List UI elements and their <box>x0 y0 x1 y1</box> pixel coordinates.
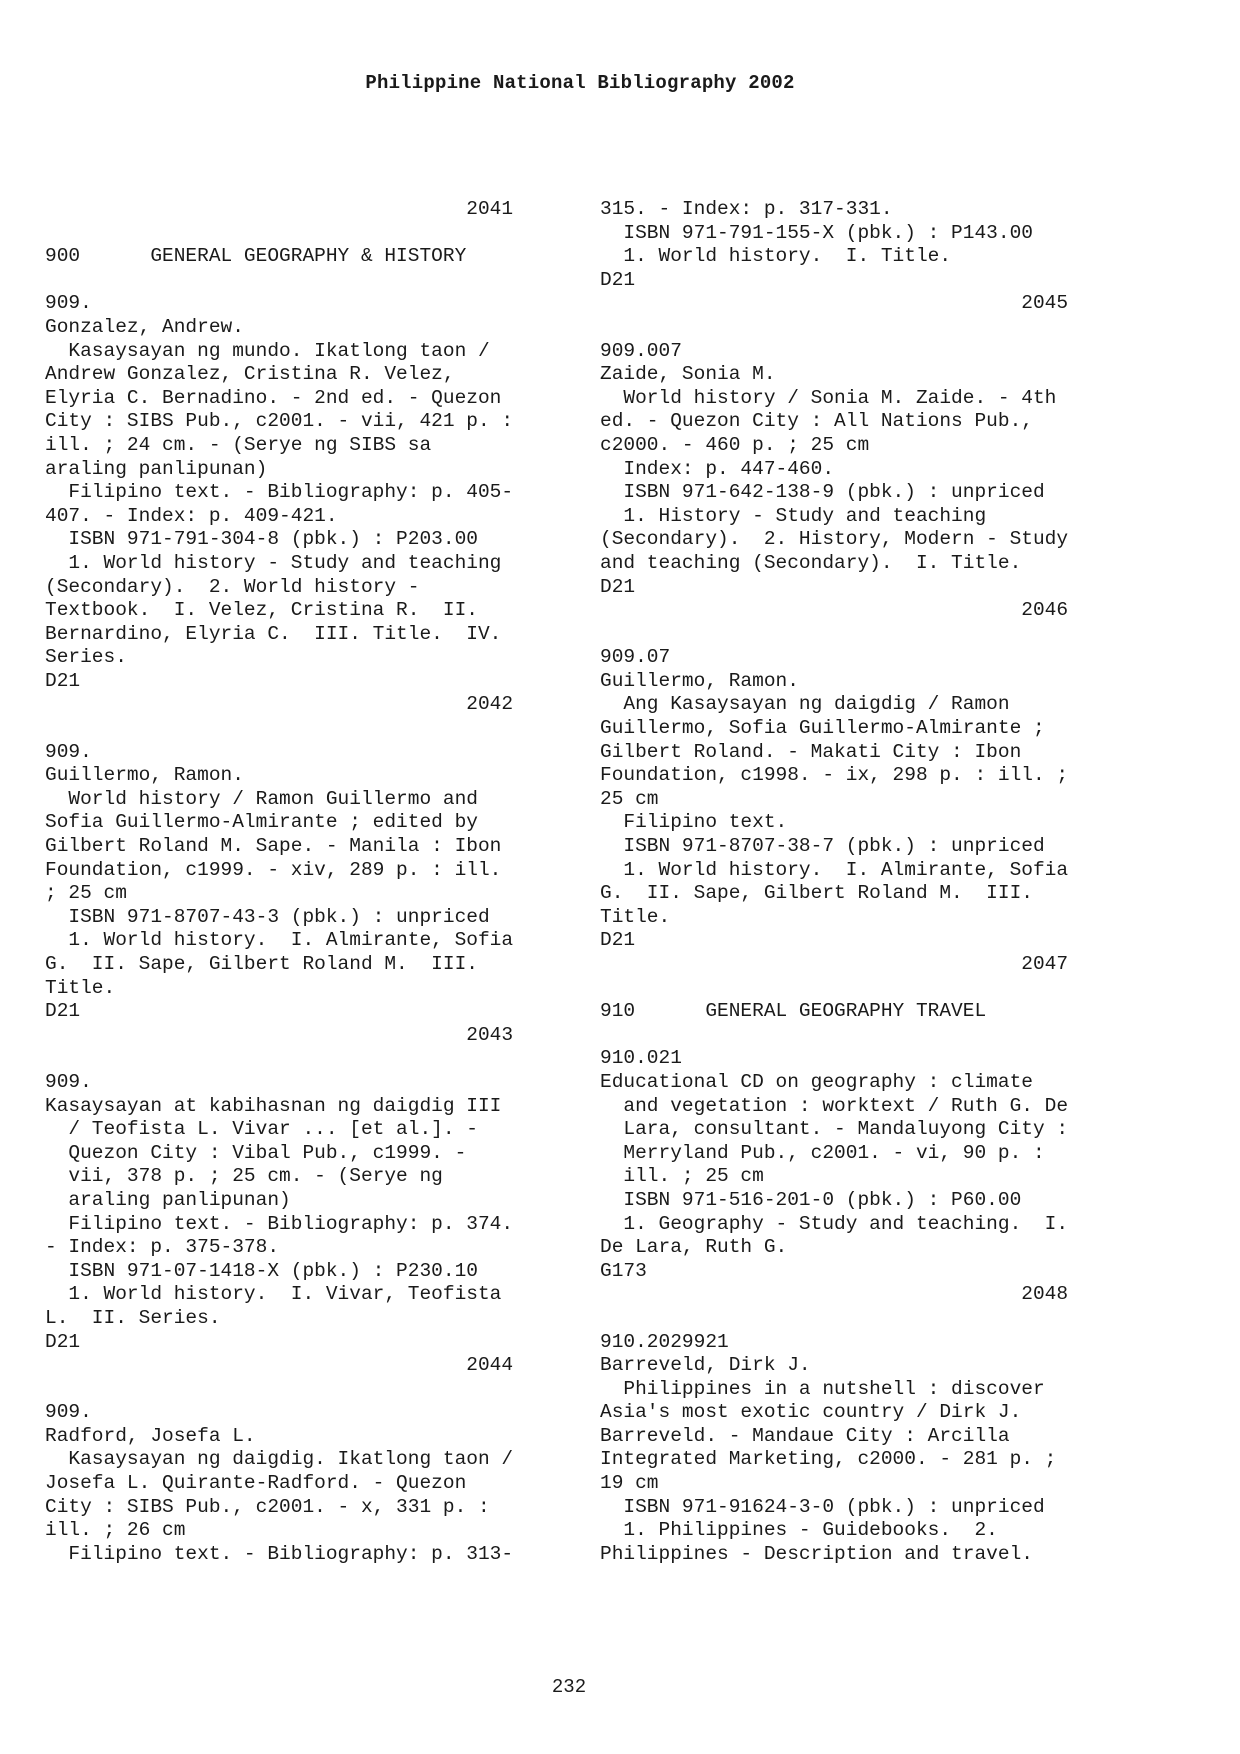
right-column-line: Filipino text. <box>600 811 788 834</box>
right-column-line: De Lara, Ruth G. <box>600 1236 788 1259</box>
right-column-line: Ang Kasaysayan ng daigdig / Ramon <box>600 693 1010 716</box>
right-column-line: D21 <box>600 268 636 291</box>
right-column-line: 1. Geography - Study and teaching. I. <box>600 1212 1069 1235</box>
right-column-line: Merryland Pub., c2001. - vi, 90 p. : <box>600 1141 1045 1164</box>
left-column-line: ; 25 cm <box>45 882 127 905</box>
right-column-line <box>600 316 1125 340</box>
left-column-line: 407. - Index: p. 409-421. <box>45 504 338 527</box>
left-column-line: - Index: p. 375-378. <box>45 1236 280 1259</box>
page-title: Philippine National Bibliography 2002 <box>365 72 795 94</box>
left-column-line: 2043 <box>45 1023 514 1046</box>
right-column-line: Foundation, c1998. - ix, 298 p. : ill. ; <box>600 764 1069 787</box>
left-column-line: 2044 <box>45 1354 514 1377</box>
right-column-line: Asia's most exotic country / Dirk J. <box>600 1401 1022 1424</box>
left-column-line: Kasaysayan at kabihasnan ng daigdig III <box>45 1094 502 1117</box>
right-column-line: ISBN 971-791-155-X (pbk.) : P143.00 <box>600 221 1033 244</box>
right-column-line: 1. World history. I. Title. <box>600 245 952 268</box>
right-column-line: 909.07 <box>600 646 671 669</box>
left-column-line: 909. <box>45 292 92 315</box>
left-column-line: 909. <box>45 1401 92 1424</box>
left-column-line: D21 <box>45 669 81 692</box>
left-column-line: ill. ; 26 cm <box>45 1519 186 1542</box>
right-column-line: G173 <box>600 1259 647 1282</box>
right-column-line: 25 cm <box>600 787 659 810</box>
right-column-line: ISBN 971-91624-3-0 (pbk.) : unpriced <box>600 1495 1045 1518</box>
right-column-line: Lara, consultant. - Mandaluyong City : <box>600 1118 1069 1141</box>
left-column-line: Series. <box>45 646 127 669</box>
right-column-line <box>600 1307 1125 1331</box>
left-column-line: ISBN 971-791-304-8 (pbk.) : P203.00 <box>45 528 478 551</box>
left-column-line: Gilbert Roland M. Sape. - Manila : Ibon <box>45 835 502 858</box>
left-column-line: araling panlipunan) <box>45 457 268 480</box>
right-column-line: 2046 <box>600 599 1069 622</box>
left-column-line: D21 <box>45 1330 81 1353</box>
right-column-line: Educational CD on geography : climate <box>600 1070 1033 1093</box>
left-column-line: Filipino text. - Bibliography: p. 313- <box>45 1542 514 1565</box>
left-column-line: L. II. Series. <box>45 1306 221 1329</box>
right-column-line: Philippines - Description and travel. <box>600 1542 1033 1565</box>
left-column-line: Sofia Guillermo-Almirante ; edited by <box>45 811 478 834</box>
right-column-line: D21 <box>600 575 636 598</box>
left-column-line <box>45 222 570 246</box>
right-column-line: 910.2029921 <box>600 1330 729 1353</box>
left-column-line: Andrew Gonzalez, Cristina R. Velez, <box>45 363 455 386</box>
left-column-line: G. II. Sape, Gilbert Roland M. III. <box>45 953 478 975</box>
left-column-line: araling panlipunan) <box>45 1188 291 1211</box>
right-column-line: Barreveld, Dirk J. <box>600 1354 811 1377</box>
right-column-line: ill. ; 25 cm <box>600 1165 764 1188</box>
right-column-line: Gilbert Roland. - Makati City : Ibon <box>600 740 1022 763</box>
right-column-line: Philippines in a nutshell : discover <box>600 1377 1045 1400</box>
left-column-line: Kasaysayan ng daigdig. Ikatlong taon / <box>45 1448 514 1471</box>
right-column-line: 1. World history. I. Almirante, Sofia <box>600 858 1069 881</box>
right-column-line <box>600 977 1125 1001</box>
left-column-line: Elyria C. Bernadino. - 2nd ed. - Quezon <box>45 386 502 409</box>
right-column-line: and teaching (Secondary). I. Title. <box>600 551 1022 574</box>
left-column-line: Foundation, c1999. - xiv, 289 p. : ill. <box>45 858 502 881</box>
right-column-line: D21 <box>600 929 636 952</box>
right-column-line: 910 GENERAL GEOGRAPHY TRAVEL <box>600 1000 987 1023</box>
right-column-line: ISBN 971-516-201-0 (pbk.) : P60.00 <box>600 1188 1022 1211</box>
right-column-line: Guillermo, Ramon. <box>600 669 799 692</box>
left-column-line: D21 <box>45 1000 81 1023</box>
left-column-line: ill. ; 24 cm. - (Serye ng SIBS sa <box>45 433 432 456</box>
left-column <box>45 198 570 1566</box>
left-column-line: Josefa L. Quirante-Radford. - Quezon <box>45 1472 467 1495</box>
left-column-line: Bernardino, Elyria C. III. Title. IV. <box>45 622 502 645</box>
page-number: 232 <box>551 1676 587 1698</box>
left-column-line: 909. <box>45 740 92 763</box>
left-column-line: Filipino text. - Bibliography: p. 405- <box>45 481 514 504</box>
left-column-line: Radford, Josefa L. <box>45 1424 256 1447</box>
right-column-line: 19 cm <box>600 1472 659 1495</box>
right-column-line: c2000. - 460 p. ; 25 cm <box>600 433 870 456</box>
right-column-line: G. II. Sape, Gilbert Roland M. III. <box>600 882 1033 905</box>
left-column-line: 1. World history. I. Vivar, Teofista <box>45 1283 502 1306</box>
right-column-line: (Secondary). 2. History, Modern - Study <box>600 528 1069 551</box>
right-column-line: Index: p. 447-460. <box>600 457 835 480</box>
left-column-line: ISBN 971-8707-43-3 (pbk.) : unpriced <box>45 905 490 928</box>
left-column-line: Kasaysayan ng mundo. Ikatlong taon / <box>45 339 490 362</box>
right-column-line: Guillermo, Sofia Guillermo-Almirante ; <box>600 717 1045 740</box>
right-column-line <box>600 623 1125 647</box>
right-column-line: 909.007 <box>600 339 682 362</box>
right-column <box>600 198 1125 1566</box>
right-column-line: 315. - Index: p. 317-331. <box>600 198 893 220</box>
left-column-line: Gonzalez, Andrew. <box>45 315 244 338</box>
left-column-line: (Secondary). 2. World history - <box>45 575 420 598</box>
left-column-line: 1. World history. I. Almirante, Sofia <box>45 929 514 952</box>
left-column-line: World history / Ramon Guillermo and <box>45 787 478 810</box>
right-column-line: 1. Philippines - Guidebooks. 2. <box>600 1519 998 1542</box>
right-column-line <box>600 1024 1125 1048</box>
left-column-line: 1. World history - Study and teaching <box>45 551 502 574</box>
left-column-line: 2041 <box>45 198 514 220</box>
left-column-line: Quezon City : Vibal Pub., c1999. - <box>45 1141 467 1164</box>
right-column-line: 2048 <box>600 1283 1069 1306</box>
right-column-line: Title. <box>600 905 671 928</box>
left-column-line: Textbook. I. Velez, Cristina R. II. <box>45 599 478 622</box>
right-column-line: Barreveld. - Mandaue City : Arcilla <box>600 1424 1010 1447</box>
right-column-line: Integrated Marketing, c2000. - 281 p. ; <box>600 1448 1057 1471</box>
left-column-line: / Teofista L. Vivar ... [et al.]. - <box>45 1118 478 1141</box>
right-column-line: 1. History - Study and teaching <box>600 504 987 527</box>
left-column-line: City : SIBS Pub., c2001. - vii, 421 p. : <box>45 410 514 433</box>
left-column-line: 2042 <box>45 693 514 716</box>
right-column-line: ISBN 971-8707-38-7 (pbk.) : unpriced <box>600 835 1045 858</box>
right-column-line: ed. - Quezon City : All Nations Pub., <box>600 410 1033 433</box>
left-column-line: ISBN 971-07-1418-X (pbk.) : P230.10 <box>45 1259 478 1282</box>
left-column-line <box>45 1378 570 1402</box>
right-column-line: World history / Sonia M. Zaide. - 4th <box>600 386 1057 409</box>
right-column-line: 910.021 <box>600 1047 682 1070</box>
left-column-line: 909. <box>45 1070 92 1093</box>
left-column-line <box>45 269 570 293</box>
right-column-line: and vegetation : worktext / Ruth G. De <box>600 1094 1069 1117</box>
left-column-line: Guillermo, Ramon. <box>45 764 244 787</box>
left-column-line: City : SIBS Pub., c2001. - x, 331 p. : <box>45 1495 490 1518</box>
left-column-line: vii, 378 p. ; 25 cm. - (Serye ng <box>45 1165 443 1188</box>
left-column-line: Filipino text. - Bibliography: p. 374. <box>45 1212 514 1235</box>
right-column-line: 2045 <box>600 292 1069 315</box>
right-column-line: Zaide, Sonia M. <box>600 363 776 386</box>
left-column-line <box>45 717 570 741</box>
left-column-line <box>45 1047 570 1071</box>
left-column-line: 900 GENERAL GEOGRAPHY & HISTORY <box>45 245 467 268</box>
left-column-line: Title. <box>45 976 116 999</box>
right-column-line: ISBN 971-642-138-9 (pbk.) : unpriced <box>600 481 1045 504</box>
right-column-line: 2047 <box>600 953 1069 975</box>
